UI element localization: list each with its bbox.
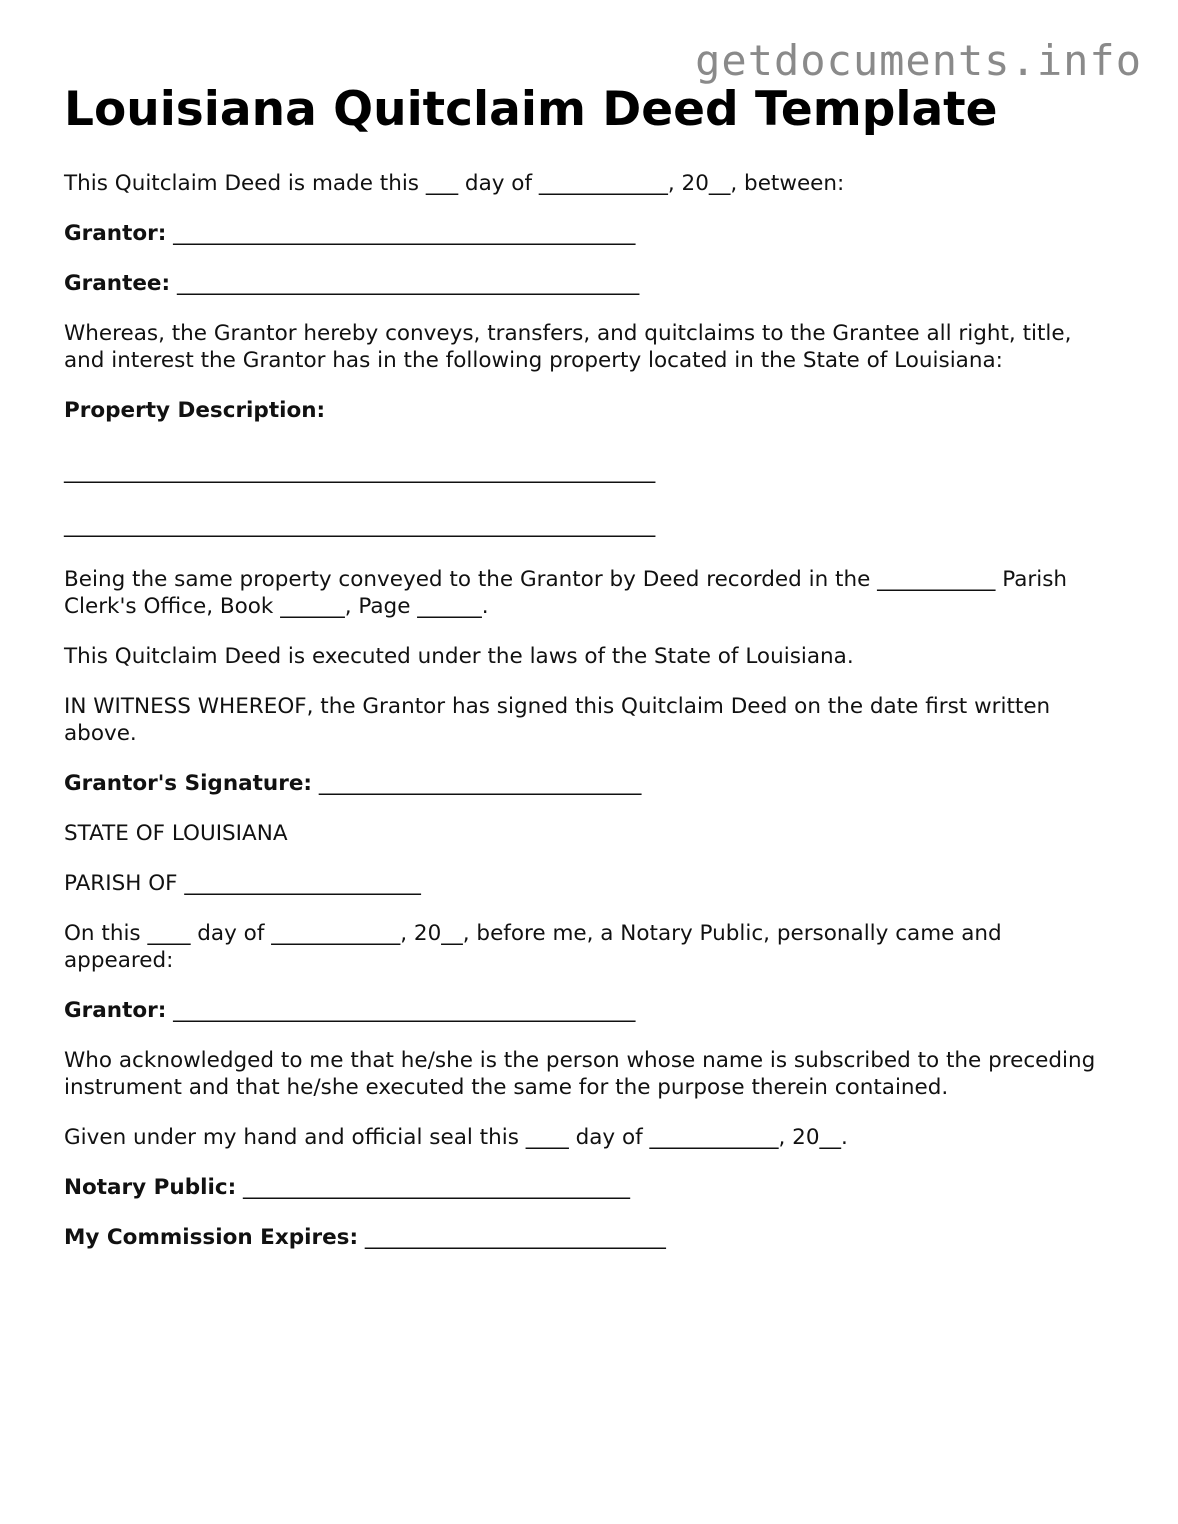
grantor-blank: ___________________________________________: [173, 221, 636, 246]
commission-expires-line: [64, 1224, 1114, 1251]
watermark: getdocuments.info: [695, 36, 1142, 85]
notary-public-label: Notary Public:: [64, 1175, 237, 1200]
acknowledged-paragraph: Who acknowledged to me that he/she is the person whose name is subscribed to the preceding instrument and that he/she executed the same for the purpose therein contained.: [64, 1048, 1103, 1100]
executed-under-paragraph: This Quitclaim Deed is executed under the laws of the State of Louisiana.: [64, 644, 854, 669]
grantor-line: [64, 220, 1114, 247]
grantor-appeared-label: Grantor:: [64, 998, 167, 1023]
in-witness-paragraph: IN WITNESS WHEREOF, the Grantor has signed this Quitclaim Deed on the date first written above.: [64, 694, 1058, 746]
grantor-signature-line: [64, 770, 1114, 797]
notary-public-line: [64, 1174, 1114, 1201]
grantor-signature-label: Grantor's Signature:: [64, 771, 313, 796]
document-title: Louisiana Quitclaim Deed Template: [64, 82, 998, 137]
property-description-label: Property Description:: [64, 398, 326, 423]
whereas-paragraph: Whereas, the Grantor hereby conveys, transfers, and quitclaims to the Grantee all right, title, and interest the Grantor has in the following property located in the State of Louisiana:: [64, 321, 1079, 373]
grantee-label: Grantee:: [64, 271, 171, 296]
grantee-blank: ___________________________________________: [176, 271, 640, 296]
grantor-appeared-line: [64, 997, 1114, 1024]
intro-paragraph: This Quitclaim Deed is made this ___ day of ____________, 20__, between:: [64, 171, 845, 196]
document-body: [64, 170, 1114, 1274]
grantor-label: Grantor:: [64, 221, 167, 246]
commission-expires-label: My Commission Expires:: [64, 1225, 359, 1250]
property-line-1: _______________________________________________________: [64, 459, 656, 484]
state-of-line: STATE OF LOUISIANA: [64, 821, 288, 846]
grantor-signature-blank: ______________________________: [318, 771, 642, 796]
notary-public-blank: ____________________________________: [243, 1175, 631, 1200]
commission-expires-blank: ____________________________: [364, 1225, 666, 1250]
grantee-line: [64, 270, 1114, 297]
being-same-paragraph: Being the same property conveyed to the Grantor by Deed recorded in the ___________ Parish Clerk's Office, Book ______, Page ______.: [64, 567, 1074, 619]
grantor-appeared-blank: ___________________________________________: [173, 998, 636, 1023]
parish-of-line: PARISH OF ______________________: [64, 871, 421, 896]
property-line-2: _______________________________________________________: [64, 513, 656, 538]
on-this-paragraph: On this ____ day of ____________, 20__, before me, a Notary Public, personally came and appeared:: [64, 921, 1009, 973]
given-under-paragraph: Given under my hand and official seal this ____ day of ____________, 20__.: [64, 1125, 848, 1150]
